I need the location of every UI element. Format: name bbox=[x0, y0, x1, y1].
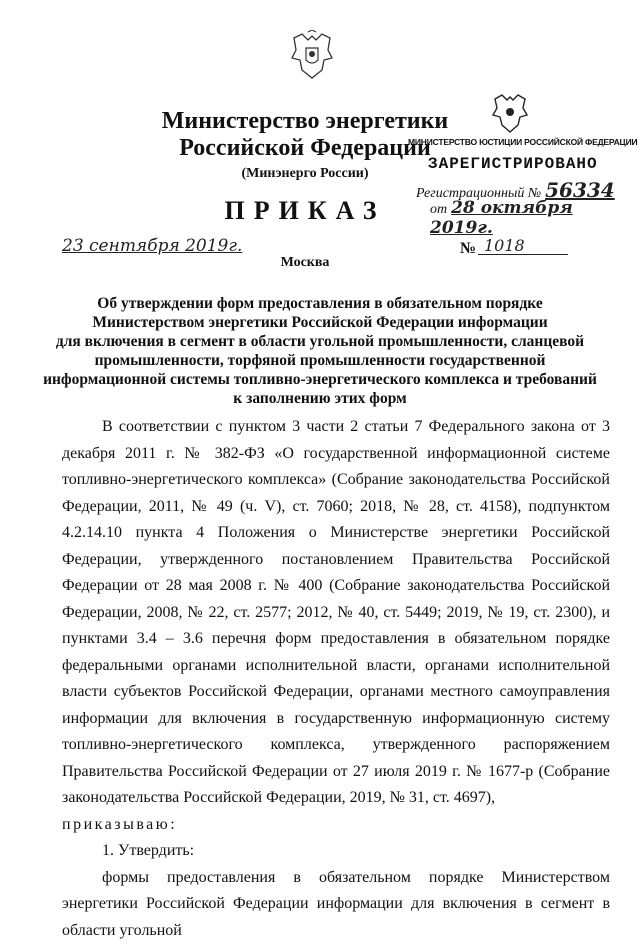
order-body bbox=[62, 414, 610, 944]
body-paragraph: формы предоставления в обязательном порядке Министерством энергетики Российской Федерации информации для включения в сегмент в области угольной bbox=[62, 865, 610, 944]
subject-line: информационной системы топливно-энергетического комплекса и требований bbox=[40, 370, 600, 389]
subject-line: промышленности, торфяной промышленности государственной bbox=[40, 351, 600, 370]
list-item: 1. Утвердить: bbox=[62, 838, 610, 865]
subject-line: Об утверждении форм предоставления в обязательном порядке bbox=[40, 294, 600, 313]
body-paragraph: В соответствии с пунктом 3 части 2 статьи 7 Федерального закона от 3 декабря 2011 г. № 382-ФЗ «О государственной информационной системе топливно-энергетического комплекса» (Собрание законодательства Российской Федерации, 2011, № 49 (ч. V), ст. 7060; 2018, № 28, ст. 4158), подпунктом 4.2.14.10 пункта 4 Положения о Министерстве энергетики Российской Федерации, утвержденного постановлением Правительства Российской Федерации от 28 мая 2008 г. № 400 (Собрание законодательства Российской Федерации, 2008, № 22, ст. 2577; 2012, № 40, ст. 5449; 2019, № 19, ст. 2300), и пунктами 3.4 – 3.6 перечня форм предоставления в обязательном порядке федеральными органами исполнительной власти, органами исполнительной власти субъектов Российской Федерации, органами местного самоуправления информации для включения в государственную информационную систему топливно-энергетического комплекса, утвержденного распоряжением Правительства Российской Федерации от 27 июля 2019 г. № 1677-р (Собрание законодательства Российской Федерации, 2019, № 31, ст. 4697), bbox=[62, 414, 610, 812]
coat-of-arms-icon bbox=[288, 30, 336, 82]
stamp-registered: ЗАРЕГИСТРИРОВАНО bbox=[428, 155, 598, 173]
subject-line: для включения в сегмент в области угольной промышленности, сланцевой bbox=[40, 332, 600, 351]
order-subject bbox=[40, 294, 600, 408]
ministry-short-name: (Минэнерго России) bbox=[150, 166, 460, 182]
order-number-value: 1018 bbox=[484, 236, 525, 255]
stamp-date-label: от bbox=[430, 202, 447, 217]
city: Москва bbox=[150, 255, 460, 271]
stamp-coat-of-arms-icon bbox=[490, 92, 530, 134]
order-word: приказываю: bbox=[62, 812, 610, 839]
stamp-registration-label: Регистрационный № bbox=[416, 186, 541, 201]
subject-line: к заполнению этих форм bbox=[40, 389, 600, 408]
order-number-label: № bbox=[460, 240, 476, 258]
order-title: ПРИКАЗ bbox=[150, 196, 460, 226]
stamp-date-row bbox=[430, 198, 640, 238]
signing-date: 23 сентября 2019г. bbox=[62, 236, 242, 256]
subject-line: Министерством энергетики Российской Федерации информации bbox=[40, 313, 600, 332]
stamp-registration-number: 56334 bbox=[545, 178, 615, 202]
stamp-date-value: 28 октября 2019г. bbox=[430, 198, 573, 238]
ministry-line-1: Министерство энергетики bbox=[150, 108, 460, 135]
stamp-organization: МИНИСТЕРСТВО ЮСТИЦИИ РОССИЙСКОЙ ФЕДЕРАЦИИ bbox=[408, 137, 640, 147]
ministry-line-2: Российской Федерации bbox=[150, 135, 460, 162]
ministry-name bbox=[150, 108, 460, 162]
